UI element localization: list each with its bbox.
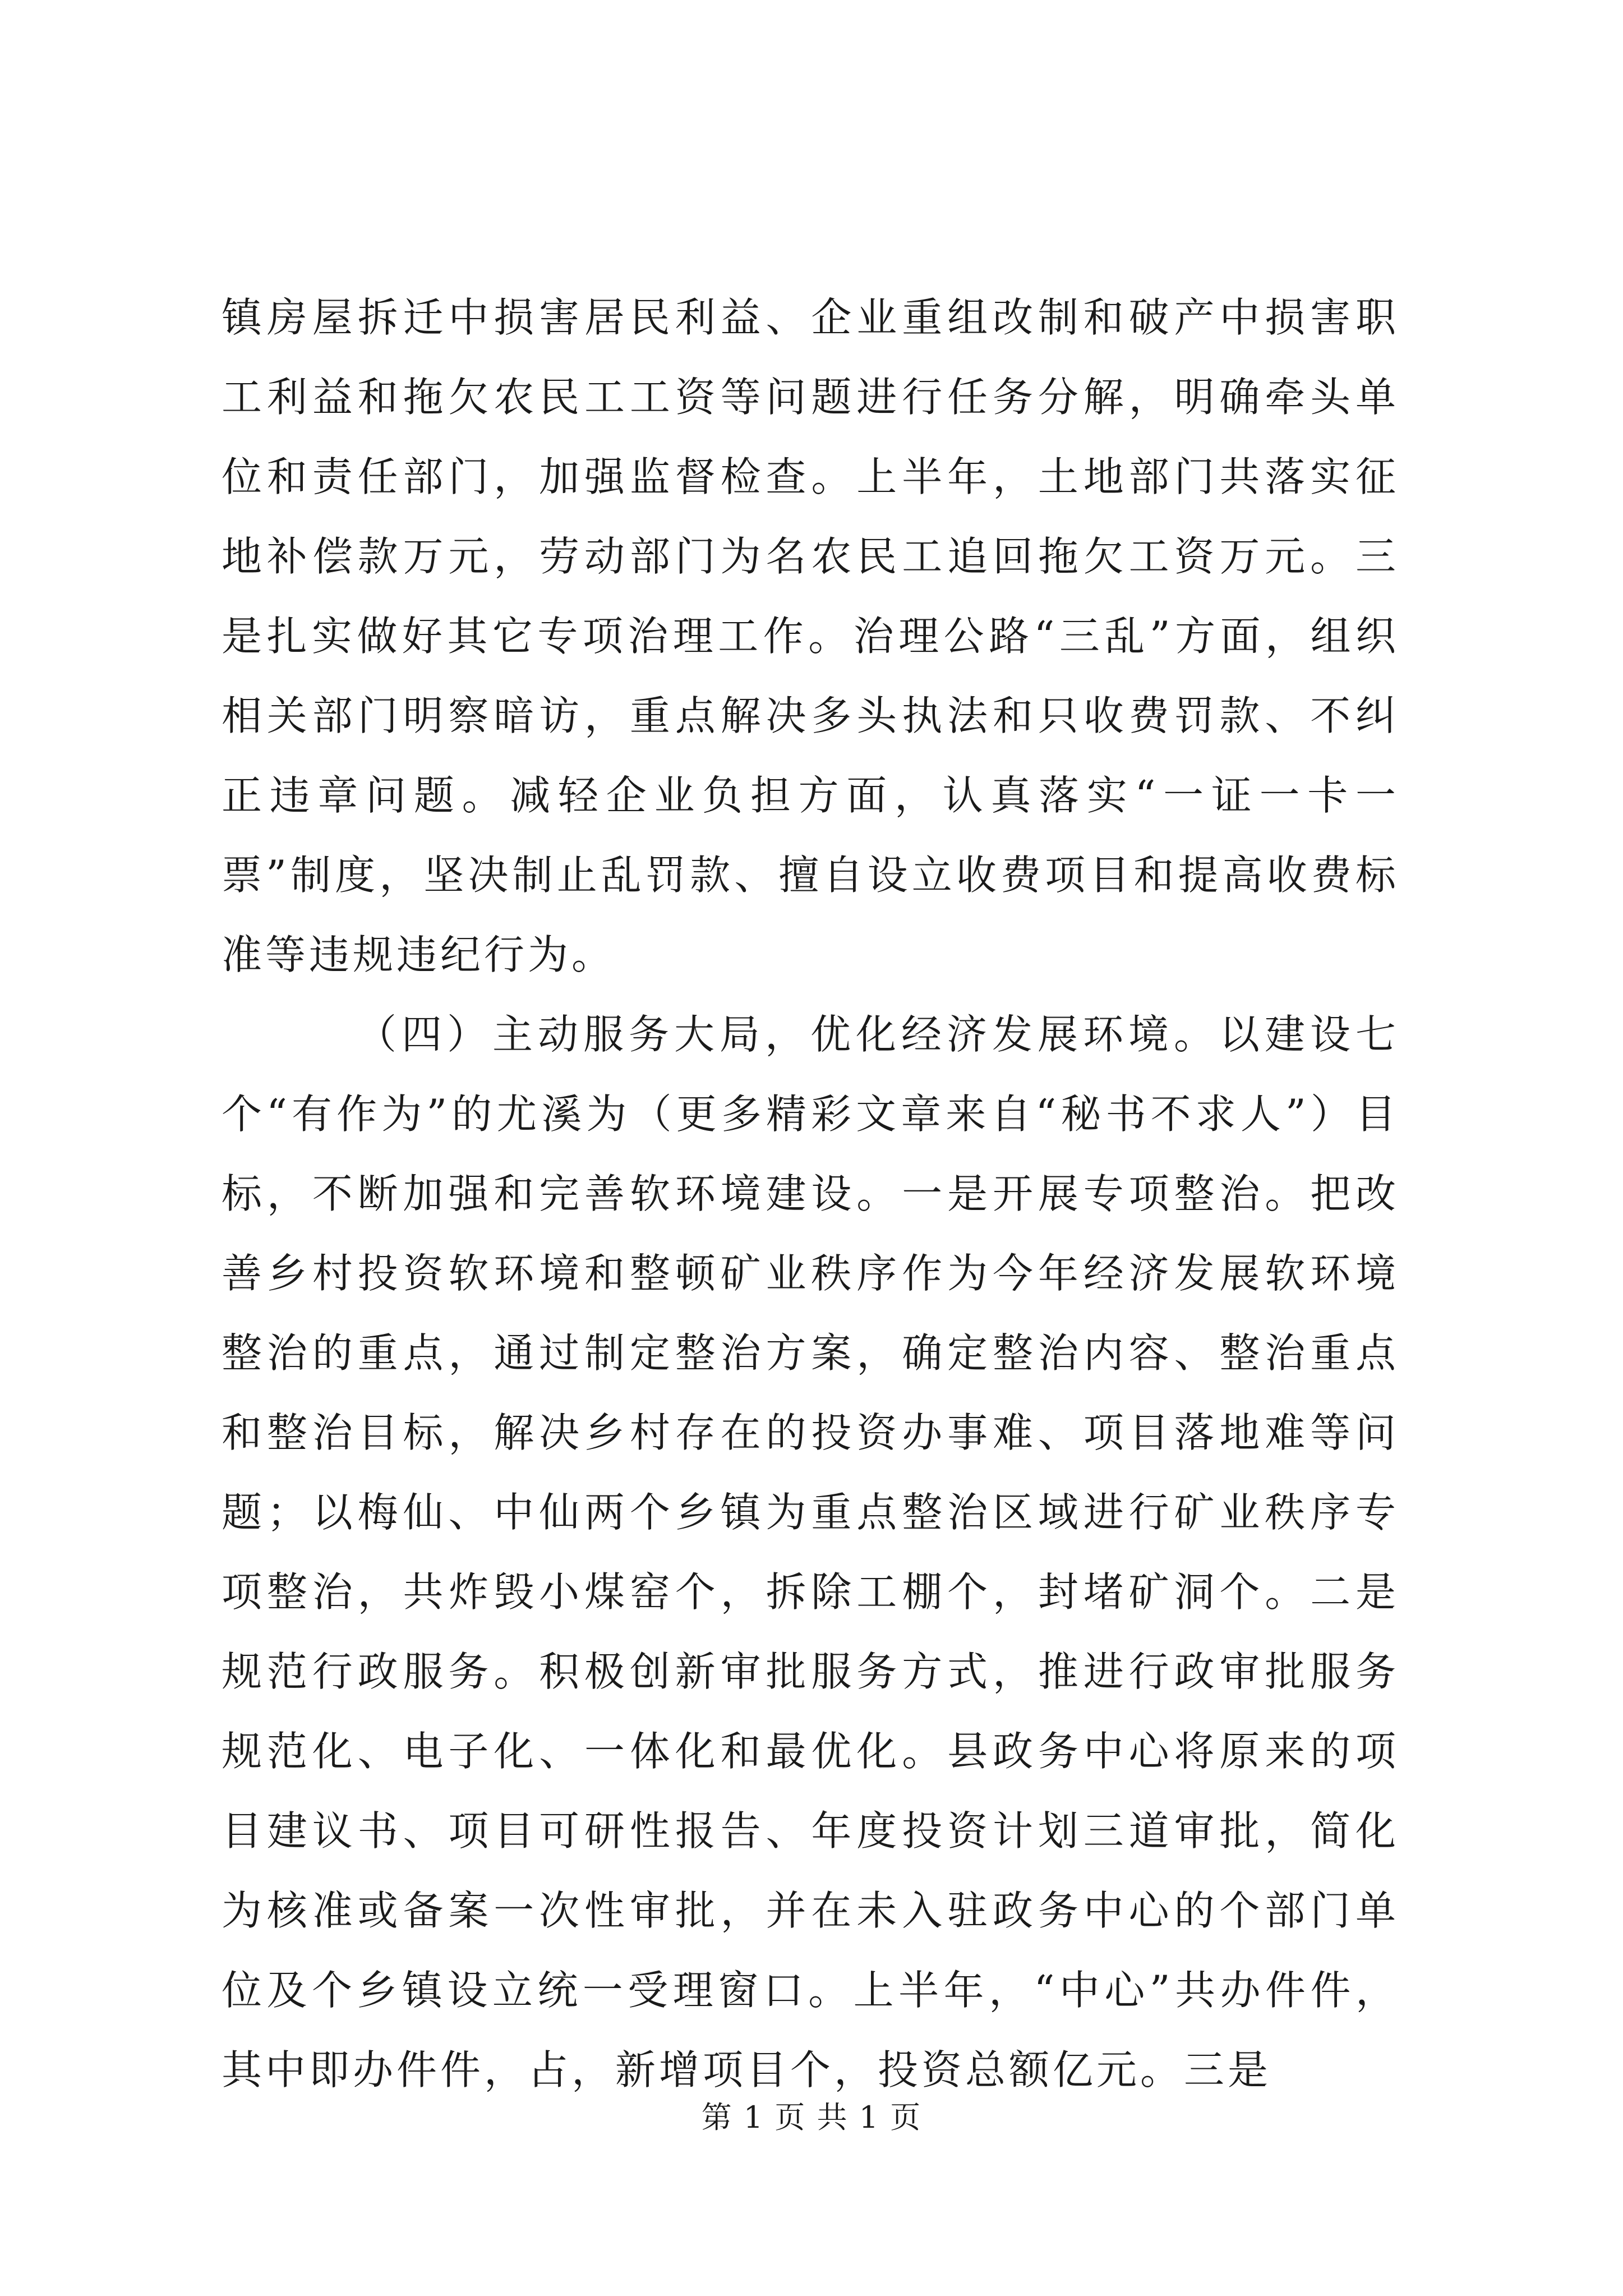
page-number-footer: 第 1 页 共 1 页 [701,2100,922,2135]
paragraph-section-four: （四）主动服务大局，优化经济发展环境。以建设七个“有作为”的尤溪为（更多精彩文章来自“秘书不求人”）目标，不断加强和完善软环境建设。一是开展专项整治。把改善乡村投资软环境和整顿矿业秩序作为今年经济发展软环境整治的重点，通过制定整治方案，确定整治内容、整治重点和整治目标，解决乡村存在的投资办事难、项目落地难等问题；以梅仙、中仙两个乡镇为重点整治区域进行矿业秩序专项整治，共炸毁小煤窑个，拆除工棚个，封堵矿洞个。二是规范行政服务。积极创新审批服务方式，推进行政审批服务规范化、电子化、一体化和最优化。县政务中心将原来的项目建议书、项目可研性报告、年度投资计划三道审批，简化为核准或备案一次性审批，并在未入驻政务中心的个部门单位及个乡镇设立统一受理窗口。上半年，“中心”共办件件，其中即办件件，占，新增项目个，投资总额亿元。三是 [222,1011,1399,2093]
paragraph-continuation: 镇房屋拆迁中损害居民利益、企业重组改制和破产中损害职工利益和拖欠农民工工资等问题进行任务分解，明确牵头单位和责任部门，加强监督检查。上半年，土地部门共落实征地补偿款万元，劳动部门为名农民工追回拖欠工资万元。三是扎实做好其它专项治理工作。治理公路“三乱”方面，组织相关部门明察暗访，重点解决多头执法和只收费罚款、不纠正违章问题。减轻企业负担方面，认真落实“一证一卡一票”制度，坚决制止乱罚款、擅自设立收费项目和提高收费标准等违规违纪行为。 [222,294,1399,978]
document-body [222,278,1399,2110]
